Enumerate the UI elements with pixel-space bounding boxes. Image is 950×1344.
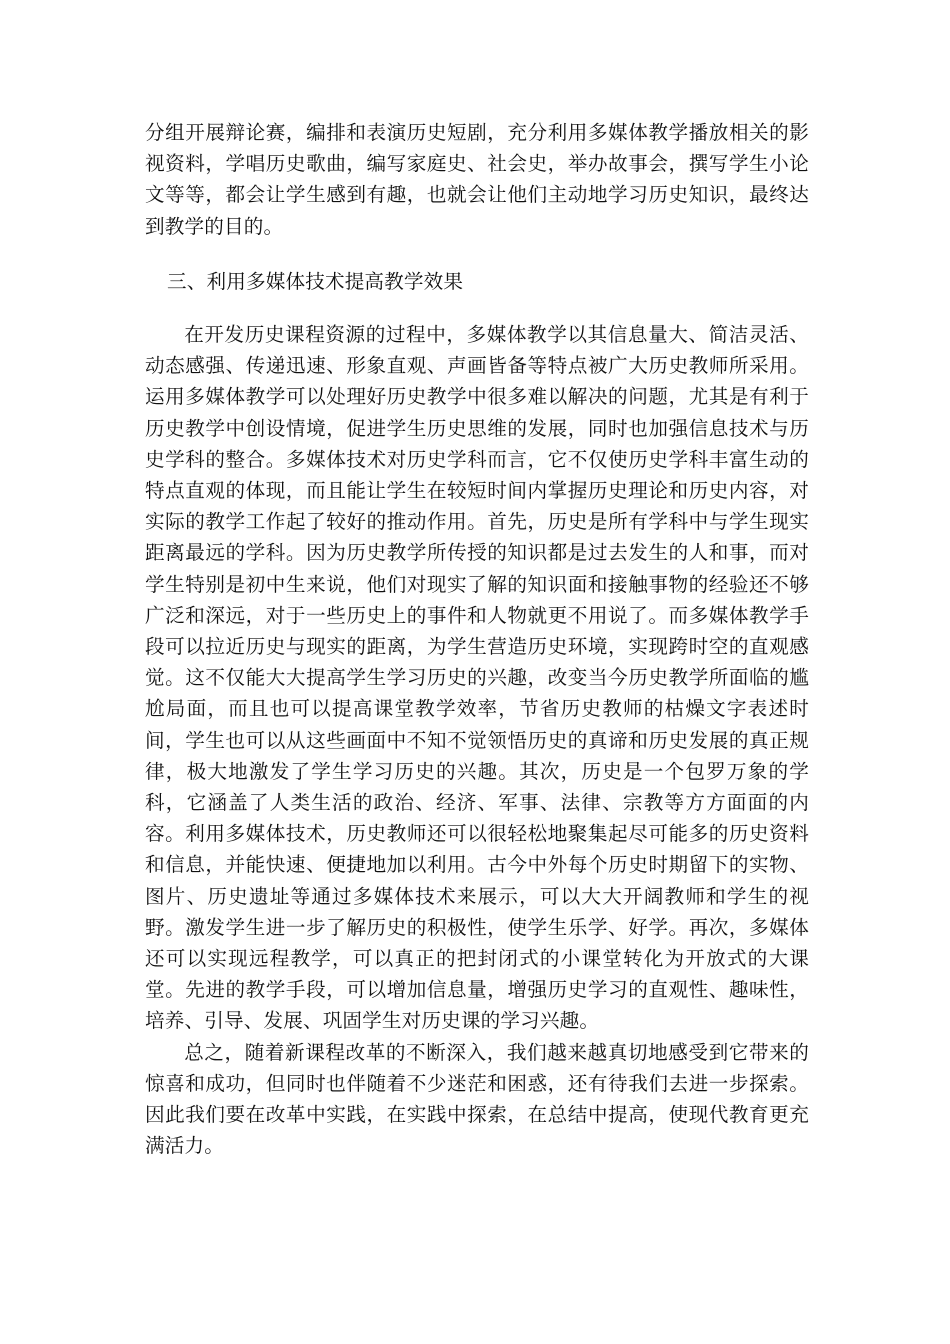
document-body (145, 117, 809, 1162)
paragraph-continued: 分组开展辩论赛，编排和表演历史短剧，充分利用多媒体教学播放相关的影视资料，学唱历史歌曲，编写家庭史、社会史，举办故事会，撰写学生小论文等等，都会让学生感到有趣，也就会让他们主动地学习历史知识，最终达到教学的目的。 (145, 121, 809, 238)
section-heading: 三、利用多媒体技术提高教学效果 (167, 269, 464, 293)
paragraph-multimedia: 在开发历史课程资源的过程中，多媒体教学以其信息量大、简洁灵活、动态感强、传递迅速、形象直观、声画皆备等特点被广大历史教师所采用。运用多媒体教学可以处理好历史教学中很多难以解决的问题，尤其是有利于历史教学中创设情境，促进学生历史思维的发展，同时也加强信息技术与历史学科的整合。多媒体技术对历史学科而言，它不仅使历史学科丰富生动的特点直观的体现，而且能让学生在较短时间内掌握历史理论和历史内容，对实际的教学工作起了较好的推动作用。首先，历史是所有学科中与学生现实距离最远的学科。因为历史教学所传授的知识都是过去发生的人和事，而对学生特别是初中生来说，他们对现实了解的知识面和接触事物的经验还不够广泛和深远，对于一些历史上的事件和人物就更不用说了。而多媒体教学手段可以拉近历史与现实的距离，为学生营造历史环境，实现跨时空的直观感觉。这不仅能大大提高学生学习历史的兴趣，改变当今历史教学所面临的尴尬局面，而且也可以提高课堂教学效率，节省历史教师的枯燥文字表述时间，学生也可以从这些画面中不知不觉领悟历史的真谛和历史发展的真正规律，极大地激发了学生学习历史的兴趣。其次，历史是一个包罗万象的学科，它涵盖了人类生活的政治、经济、军事、法律、宗教等方方面面的内容。利用多媒体技术，历史教师还可以很轻松地聚集起尽可能多的历史资料和信息，并能快速、便捷地加以利用。古今中外每个历史时期留下的实物、图片、历史遗址等通过多媒体技术来展示，可以大大开阔教师和学生的视野。激发学生进一步了解历史的积极性，使学生乐学、好学。再次，多媒体还可以实现远程教学，可以真正的把封闭式的小课堂转化为开放式的大课堂。先进的教学手段，可以增加信息量，增强历史学习的直观性、趣味性，培养、引导、发展、巩固学生对历史课的学习兴趣。 (145, 323, 809, 1033)
paragraph-conclusion: 总之，随着新课程改革的不断深入，我们越来越真切地感受到它带来的惊喜和成功，但同时也伴随着不少迷茫和困惑，还有待我们去进一步探索。因此我们要在改革中实践，在实践中探索，在总结中提高，使现代教育更充满活力。 (145, 1040, 809, 1158)
